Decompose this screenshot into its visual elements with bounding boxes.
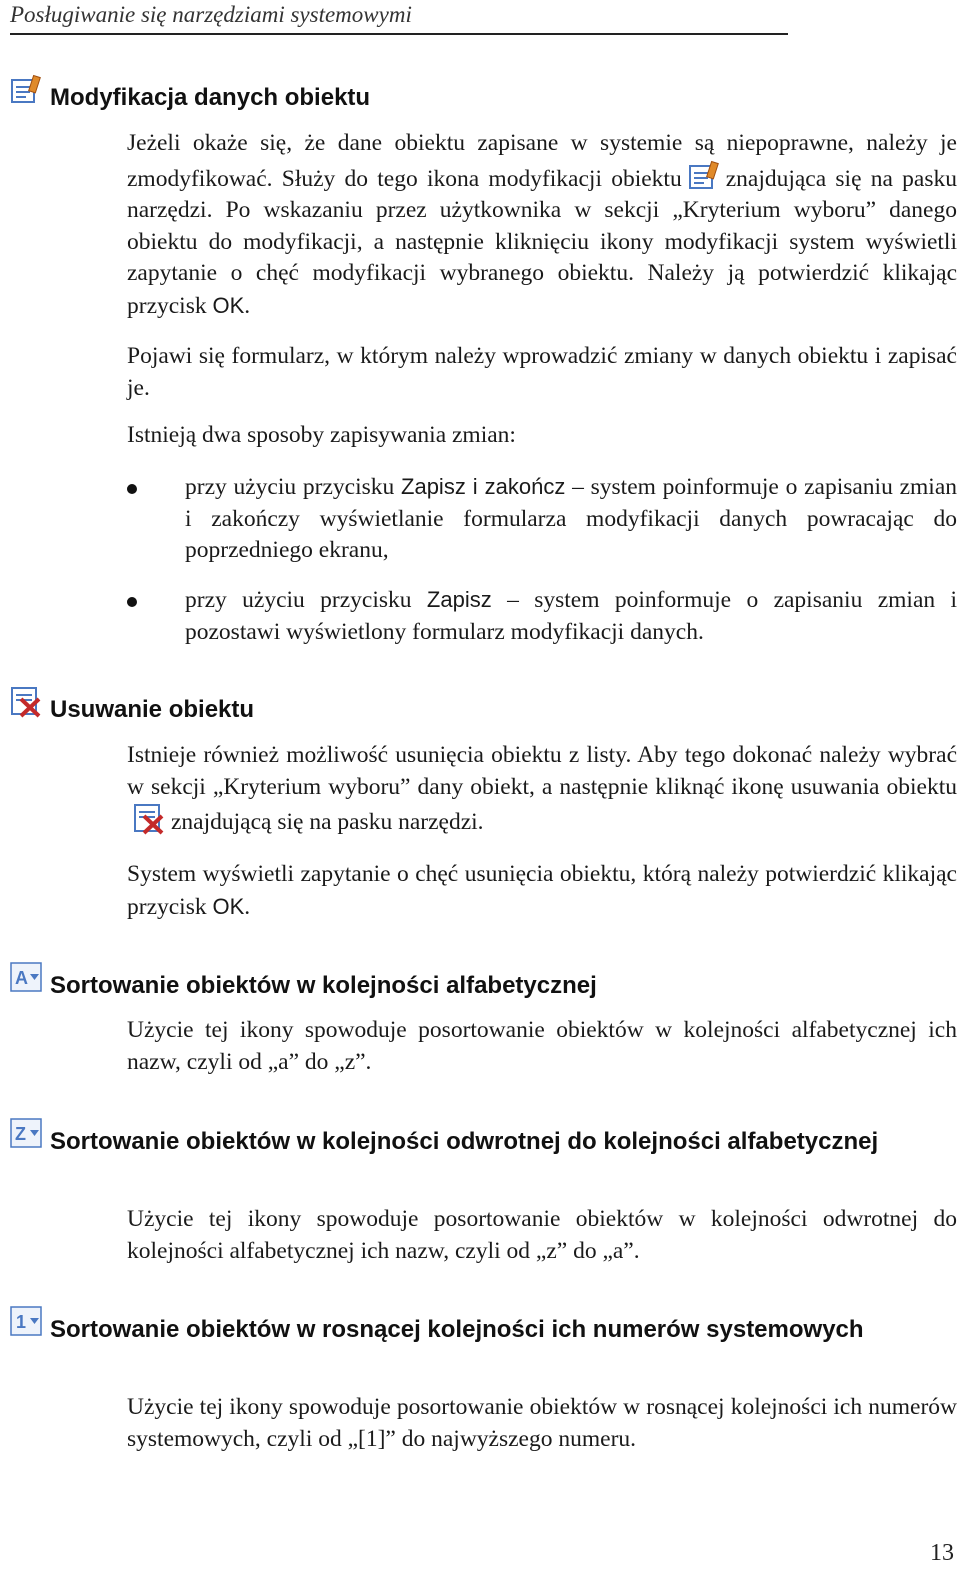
section-heading-sort-desc bbox=[10, 1118, 910, 1157]
bullet2-text-b: – system poinformuje o zapisaniu zmian i pozostawi wyświetlony formularz modyfikacji danych. bbox=[185, 587, 958, 645]
modify-paragraph-2: Pojawi się formularz, w którym należy wprowadzić zmiany w danych obiektu i zapisać je. bbox=[127, 343, 957, 401]
edit-document-icon bbox=[10, 74, 42, 106]
modify-paragraph-1 bbox=[127, 128, 957, 322]
running-header: Posługiwanie się narzędziami systemowymi bbox=[10, 0, 788, 35]
section-heading-delete bbox=[10, 686, 910, 725]
bullet-item-save-and-close bbox=[185, 471, 957, 567]
delete-p1-text-b: znajdującą się na pasku narzędzi. bbox=[171, 809, 484, 835]
svg-text:A: A bbox=[15, 968, 28, 988]
modify-paragraph-3: Istnieją dwa sposoby zapisywania zmian: bbox=[127, 422, 516, 448]
save-and-close-button-label: Zapisz i zakończ bbox=[401, 474, 566, 499]
delete-p2-text-a: System wyświetli zapytanie o chęć usunięcia obiektu, którą należy potwierdzić klikając przycisk bbox=[127, 861, 957, 920]
bullet1-text-b: – system poinformuje o zapisaniu zmian i zakończy wyświetlanie formularza modyfikacji danych powracając do poprzedniego ekranu, bbox=[185, 474, 957, 563]
ok-button-label: OK bbox=[212, 292, 245, 318]
svg-text:1: 1 bbox=[16, 1312, 27, 1332]
edit-document-icon bbox=[688, 160, 720, 192]
section-heading-sort-asc-text: Sortowanie obiektów w kolejności alfabetycznej bbox=[50, 972, 597, 999]
bullet1-text-a: przy użyciu przycisku bbox=[185, 474, 395, 500]
section-heading-sort-num bbox=[10, 1306, 910, 1345]
section-heading-delete-text: Usuwanie obiektu bbox=[50, 696, 255, 723]
delete-p1-text-a: Istnieje również możliwość usunięcia obiektu z listy. Aby tego dokonać należy wybrać w sekcji „Kryterium wyboru” dany obiekt, a następnie kliknąć ikonę usuwania obiektu bbox=[127, 742, 957, 800]
delete-paragraph-1 bbox=[127, 740, 957, 839]
page-number: 13 bbox=[930, 1540, 954, 1566]
bullet-item-save bbox=[185, 584, 957, 648]
section-heading-sort-num-text: Sortowanie obiektów w rosnącej kolejności ich numerów systemowych bbox=[50, 1316, 864, 1343]
delete-p2-end: . bbox=[244, 893, 251, 920]
modify-p1-text-a: Jeżeli okaże się, że dane obiektu zapisane w systemie są niepoprawne, należy je zmodyfikować. Służy do tego ikona modyfikacji obiektu bbox=[127, 130, 957, 192]
bullet2-text-a: przy użyciu przycisku bbox=[185, 587, 412, 613]
delete-paragraph-2 bbox=[127, 859, 957, 923]
section-heading-sort-asc bbox=[10, 962, 910, 1001]
sort-a-icon bbox=[10, 962, 42, 992]
modify-p1-end: . bbox=[244, 292, 251, 319]
delete-x-icon bbox=[10, 686, 42, 718]
modify-p1-text-b: znajdująca się na pasku narzędzi. Po wskazaniu przez użytkownika w sekcji „Kryterium wyboru” danego obiektu do modyfikacji, a następnie kliknięciu ikony modyfikacji system wyświetli zapytanie o chęć modyfikacji wybranego obiektu. Należy ją potwierdzić klikając przycisk bbox=[127, 165, 957, 319]
bullet-dot bbox=[127, 484, 137, 494]
section-heading-modify-text: Modyfikacja danych obiektu bbox=[50, 84, 371, 111]
sort-desc-paragraph: Użycie tej ikony spowoduje posortowanie obiektów w kolejności odwrotnej do kolejności alfabetycznej ich nazw, czyli od „z” do „a”. bbox=[127, 1206, 957, 1264]
section-heading-modify bbox=[10, 74, 910, 113]
section-heading-sort-desc-text: Sortowanie obiektów w kolejności odwrotnej do kolejności alfabetycznej bbox=[50, 1128, 879, 1155]
sort-asc-paragraph: Użycie tej ikony spowoduje posortowanie obiektów w kolejności alfabetycznej ich nazw, czyli od „a” do „z”. bbox=[127, 1017, 957, 1075]
sort-z-icon bbox=[10, 1118, 42, 1148]
bullet-dot bbox=[127, 597, 137, 607]
delete-x-icon bbox=[133, 803, 165, 835]
svg-text:Z: Z bbox=[15, 1124, 26, 1144]
save-button-label: Zapisz bbox=[426, 587, 492, 612]
ok-button-label: OK bbox=[212, 893, 245, 919]
sort-1-icon bbox=[10, 1306, 42, 1336]
sort-num-paragraph: Użycie tej ikony spowoduje posortowanie obiektów w rosnącej kolejności ich numerów systemowych, czyli od „[1]” do najwyższego numeru. bbox=[127, 1394, 957, 1452]
